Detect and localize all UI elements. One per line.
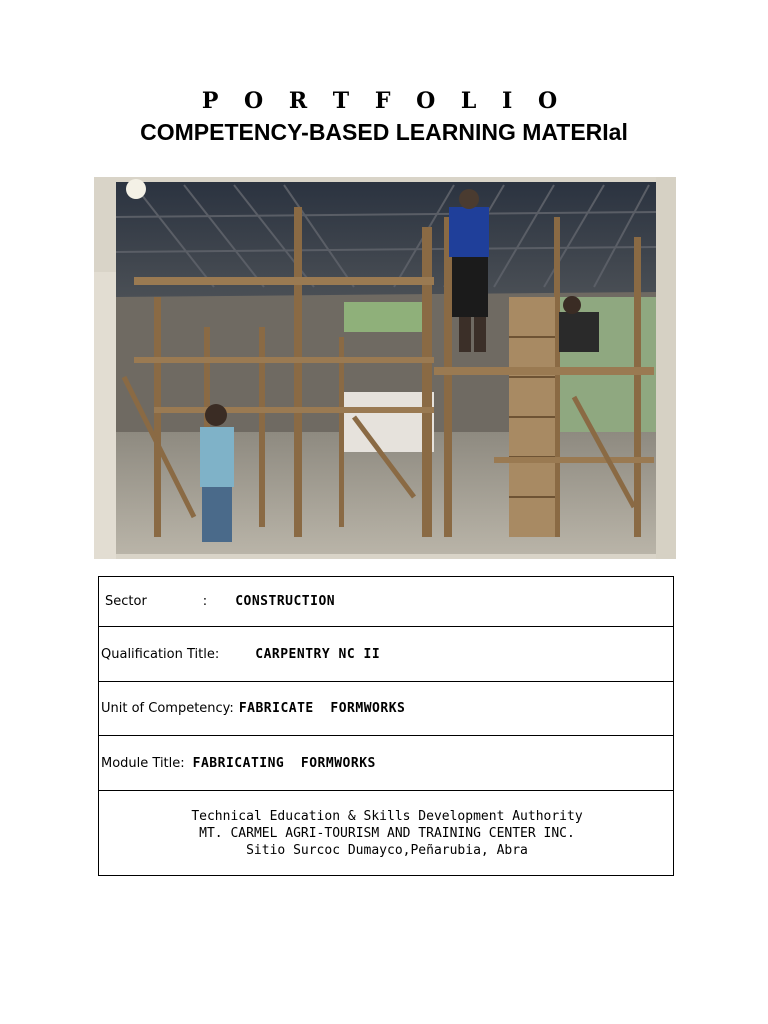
document-subtitle: COMPETENCY-BASED LEARNING MATERIal (140, 119, 628, 145)
training-center-name: MT. CARMEL AGRI-TOURISM AND TRAINING CENTER INC. (199, 825, 575, 841)
sector-label: Sector (105, 594, 147, 609)
sector-value: CONSTRUCTION (235, 594, 336, 609)
module-info-table (98, 576, 674, 876)
module-row (99, 736, 674, 791)
scaffolding-photo (94, 177, 676, 559)
unit-row (99, 682, 674, 736)
institution-row (99, 791, 674, 876)
portfolio-title: P O R T F O L I O (201, 88, 567, 114)
module-label: Module Title: (101, 755, 185, 771)
center-address: Sitio Surcoc Dumayco,Peñarubia, Abra (246, 842, 528, 858)
qualification-row (99, 627, 674, 682)
authority-name: Technical Education & Skills Development Authority (191, 808, 583, 824)
sector-colon: : (202, 594, 208, 609)
unit-label: Unit of Competency: (101, 701, 234, 716)
qualification-value: CARPENTRY NC II (255, 646, 381, 662)
qualification-label: Qualification Title: (101, 646, 220, 662)
module-value: FABRICATING FORMWORKS (192, 755, 376, 771)
sector-row (99, 577, 674, 627)
unit-value: FABRICATE FORMWORKS (238, 701, 406, 716)
